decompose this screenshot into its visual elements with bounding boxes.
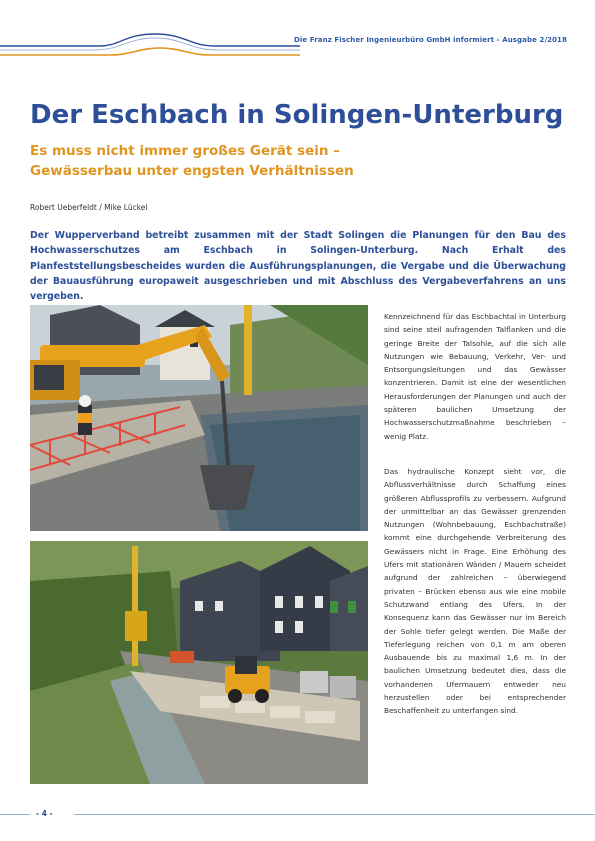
- photo-excavator-at-stream: [30, 305, 368, 531]
- article-subtitle: [30, 141, 354, 181]
- page-header: [0, 0, 595, 60]
- article-title: Der Eschbach in Solingen-Unterburg: [30, 100, 564, 130]
- publisher-line: Die Franz Fischer Ingenieurbüro GmbH informiert - Ausgabe 2/2018: [294, 36, 567, 44]
- lead-paragraph: Der Wupperverband betreibt zusammen mit der Stadt Solingen die Planungen für den Bau des Hochwasserschutzes am Eschbach in Solingen-Unterburg. Nach Erhalt des Planfeststellungsbescheides wurden die Ausführungsplanungen, die Vergabe und die Überwachung der Bauausführung europaweit ausgeschrieben und mit Abschluss des Vergabeverfahrens an uns vergeben.: [30, 230, 566, 303]
- authors: Robert Ueberfeldt / Mike Lückel: [30, 203, 148, 212]
- photo-stream-bank-construction: [30, 541, 368, 784]
- subtitle-line-2: Gewässerbau unter engsten Verhältnissen: [30, 163, 354, 179]
- subtitle-line-1: Es muss nicht immer großes Gerät sein –: [30, 143, 340, 159]
- footer-rule-right: [74, 814, 595, 815]
- footer-rule-left: [0, 814, 30, 815]
- body-paragraph-1: Kennzeichnend für das Eschbachtal in Unterburg sind seine steil aufragenden Talflanken und die geringe Breite der Talsohle, auf die sich alle Nutzungen wie Bebauung, Verkehr, Ver- und Entsorgungsleitungen und das Gewässer konzentrieren. Damit ist eine der wesentlichen Herausforderungen der Planungen und auch der späteren baulichen Umsetzung der Hochwasserschutzmaßnahme beschrieben – wenig Platz.: [384, 312, 566, 441]
- body-paragraph-2: Das hydraulische Konzept sieht vor, die Abflussverhältnisse durch Schaffung eines größeren Abflussprofils zu verbessern. Aufgrund der unmittelbar an das Gewässer grenzenden Nutzungen (Wohnbebauung, Eschbachstraße) kommt eine durchgehende Verbreiterung des Gewässers nicht in Frage. Eine Erhöhung des Ufers mit stationären Wänden / Mauern scheidet aufgrund der zahlreichen – überwiegend privaten – Brücken ebenso aus wie eine mobile Schutzwand entlang des Ufers. In der Konsequenz kann das Gewässer nur im Bereich der Sohle tiefer gelegt werden. Die Maße der Tieferlegung reichen von 0,1 m am oberen Ausbauende bis zu maximal 1,6 m. In der baulichen Umsetzung bedeutet dies, dass die vorhandenen Ufermauern entweder neu herzustellen oder bei entsprechender Beschaffenheit zu unterfangen sind.: [384, 467, 566, 716]
- page-number: - 4 -: [36, 809, 53, 818]
- header-wave-logo: [0, 26, 300, 60]
